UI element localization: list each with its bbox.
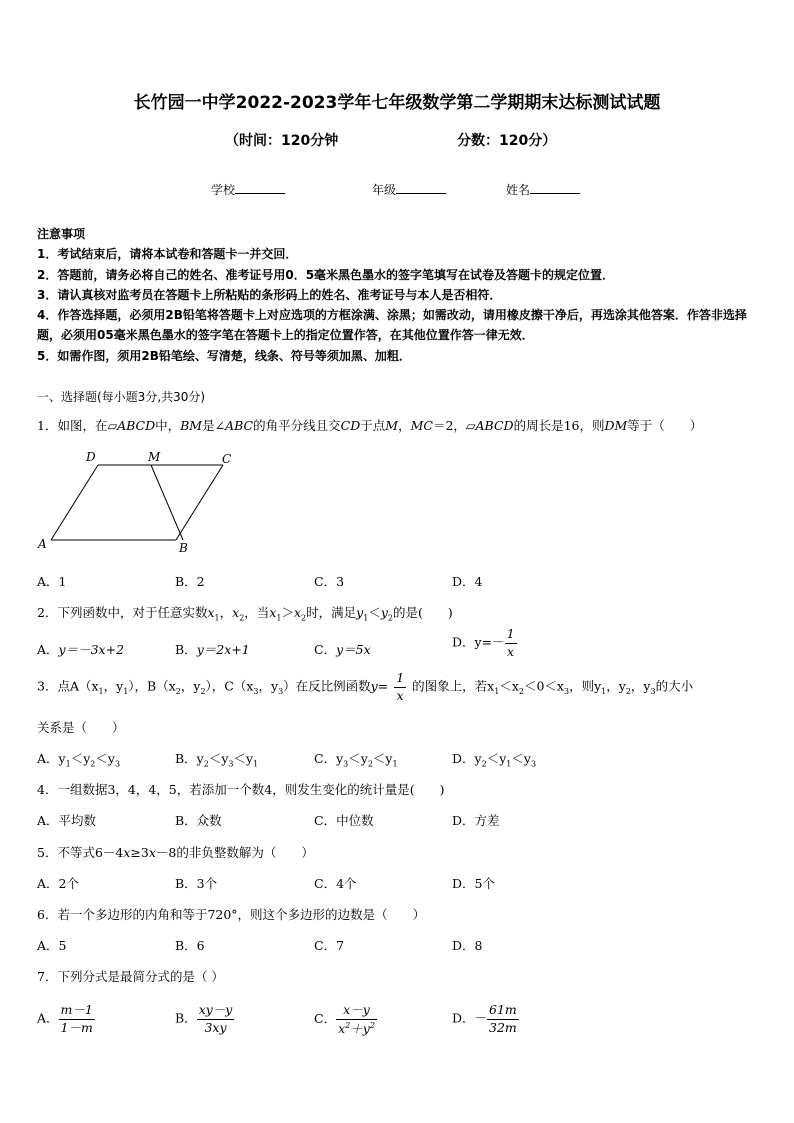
q3-text: ，y <box>103 678 124 694</box>
label-d: D <box>86 450 96 464</box>
name-label: 姓名 <box>506 183 531 197</box>
q2-option-letter: A． <box>37 642 59 657</box>
q3-text: ），B（x <box>128 678 176 694</box>
q3-sub: 1 <box>65 759 71 769</box>
q5-var: x <box>148 845 156 860</box>
q2-option-d[interactable] <box>452 628 517 658</box>
section-heading: 一、选择题(每小题3分,共30分) <box>37 390 206 404</box>
q7-option-letter: B． <box>175 1010 197 1026</box>
q3-sub: 1 <box>601 687 607 696</box>
label-m: M <box>148 450 161 464</box>
page-title: 长竹园一中学2022-2023学年七年级数学第二学期期末达标测试试题 <box>133 93 661 113</box>
q3-sub: 2 <box>175 687 181 696</box>
q3-text: ，y <box>180 678 201 694</box>
q2-var: y <box>356 605 364 620</box>
q3-sub: 1 <box>506 759 512 769</box>
q3-sub: 2 <box>481 759 487 769</box>
q2-option-a[interactable] <box>37 640 124 658</box>
q3-sub: 1 <box>123 687 129 696</box>
q4-option-a[interactable]: A．平均数 <box>37 813 97 828</box>
fraction <box>59 1004 95 1034</box>
question-3-stem <box>37 672 693 702</box>
q1-option-a[interactable]: A．1 <box>37 574 67 589</box>
question-7-stem: 7．下列分式是最简分式的是（ ） <box>37 969 224 984</box>
denominator: 3xy <box>197 1019 235 1035</box>
numerator: x－y <box>343 1002 370 1017</box>
fraction <box>197 1004 235 1034</box>
q6-option-d[interactable]: D．8 <box>452 938 483 953</box>
q3-opt-text: D．y <box>452 751 482 766</box>
q3-text: ）在反比例函数 <box>283 678 371 694</box>
q3-text: 3．点A（x <box>37 678 99 694</box>
q1-text: ， <box>398 418 411 433</box>
q2-var: x <box>293 605 302 620</box>
denominator: x <box>394 687 406 703</box>
name-blank <box>530 182 580 194</box>
q1-text: 中， <box>155 418 181 433</box>
q1-var: ABCD <box>475 418 514 433</box>
q3-text: ，y <box>630 678 651 694</box>
edge-bm <box>151 465 183 540</box>
q1-option-c[interactable]: C．3 <box>314 574 345 589</box>
q7-option-letter: C． <box>314 1011 337 1027</box>
q2-sub: 1 <box>214 613 220 623</box>
q3-opt-text: ＜ <box>95 751 108 766</box>
q3-text: ，y <box>258 678 279 694</box>
q2-text: 的是( ) <box>392 605 453 620</box>
q2-option-c[interactable] <box>314 640 371 658</box>
q1-var: M <box>385 418 399 433</box>
numerator: 1 <box>506 626 515 641</box>
q3-sub: 2 <box>90 759 96 769</box>
q2-sub: 2 <box>239 613 245 623</box>
q3-opt-text: ＜ <box>208 751 222 766</box>
name-field <box>506 181 580 198</box>
q2-var: x <box>269 605 277 620</box>
q4-option-b[interactable]: B．众数 <box>175 813 222 828</box>
q3-sub: 3 <box>228 759 234 769</box>
grade-blank <box>396 182 446 194</box>
q7-option-letter: D．－ <box>452 1010 488 1026</box>
q3-text: ＜0＜x <box>523 678 564 694</box>
q3-sub: 3 <box>114 759 121 769</box>
q7-option-d[interactable] <box>452 1004 519 1034</box>
q6-option-b[interactable]: B．6 <box>175 938 205 953</box>
q1-text: 的角平分线且交 <box>253 418 341 433</box>
notes-block <box>37 224 759 366</box>
school-blank <box>235 182 285 194</box>
denominator <box>336 1019 377 1036</box>
q3-sub: 1 <box>494 687 500 696</box>
q3-sub: 3 <box>564 687 570 696</box>
q7-option-a[interactable] <box>37 1004 95 1034</box>
q3-text: ＜x <box>499 678 519 694</box>
q2-option-letter: C． <box>314 642 337 657</box>
q2-text: 2．下列函数中，对于任意实数 <box>37 605 208 620</box>
q3-sub: 1 <box>392 759 398 769</box>
q1-text: ＝2，▱ <box>432 418 476 433</box>
q3-sub: 1 <box>98 687 104 696</box>
q1-var: ABC <box>225 418 254 433</box>
q3-option-d[interactable]: D．$y_2<y_1<y_3$ <box>452 751 537 769</box>
den-var: x <box>338 1020 346 1036</box>
q5-text: ≥3 <box>130 845 149 860</box>
label-a: A <box>38 537 47 551</box>
q3-text: 的大小 <box>655 678 694 694</box>
den-var: y <box>362 1020 370 1036</box>
q3-opt-text: ＜ <box>486 751 500 766</box>
q3-text: 的图象上，若x <box>412 678 495 694</box>
note-item: 1．考试结束后，请将本试卷和答题卡一并交回． <box>37 247 298 262</box>
q5-option-b[interactable]: B．3个 <box>175 876 218 891</box>
q2-text: ＞ <box>281 605 294 620</box>
q1-var: DM <box>604 418 628 433</box>
note-item: 4．作答选择题，必须用2B铅笔将答题卡上对应选项的方框涂满、涂黑；如需改动，请用橡皮擦干净后，再选涂其他答案．作答非选择题，必须用05毫米黑色墨水的签字笔在答题卡上的指定位置作答，在其他位置作答一律无效． <box>37 308 747 343</box>
q3-opt-text: B．y <box>175 751 204 766</box>
q5-option-c[interactable]: C．4个 <box>314 876 357 891</box>
q1-var: BM <box>180 418 203 433</box>
q2-option-letter: D．y=－ <box>452 634 505 650</box>
question-4-stem: 4．一组数据3，4，4，5，若添加一个数4，则发生变化的统计量是( ) <box>37 782 445 797</box>
exam-time: （时间：120分钟 <box>225 133 339 149</box>
plus-sign: ＋ <box>350 1020 363 1036</box>
q3-text: ），C（x <box>205 678 254 694</box>
note-item: 5．如需作图，须用2B铅笔绘、写清楚，线条、符号等须加黑、加粗． <box>37 348 411 363</box>
q2-option-expr: y＝2x+1 <box>196 642 250 657</box>
numerator: xy－y <box>198 1002 233 1017</box>
q3-opt-text: A．y <box>37 751 66 766</box>
q3-opt-text: ＜ <box>233 751 247 766</box>
edge-cb <box>176 465 223 540</box>
fraction <box>394 672 406 702</box>
q1-option-d[interactable]: D．4 <box>452 574 483 589</box>
q3-sub: 3 <box>343 759 349 769</box>
q5-option-d[interactable]: D．5个 <box>452 876 495 891</box>
q2-sub: 2 <box>387 613 393 623</box>
q3-opt-text: ＜ <box>511 751 524 766</box>
exponent: 2 <box>369 1020 375 1030</box>
q4-option-c[interactable]: C．中位数 <box>314 813 374 828</box>
q5-option-a[interactable]: A．2个 <box>37 876 79 891</box>
question-3-stem-line2: 关系是（ ） <box>37 720 125 735</box>
q3-sub: 3 <box>530 759 537 769</box>
q3-sub: 3 <box>253 687 259 696</box>
exam-score: 分数：120分） <box>457 133 557 149</box>
grade-label: 年级 <box>372 183 397 197</box>
q2-option-letter: B． <box>175 642 197 657</box>
q3-option-c[interactable]: C．$y_3<y_2<y_1$ <box>314 751 398 769</box>
q4-option-d[interactable]: D．方差 <box>452 813 500 828</box>
q3-sub: 2 <box>518 687 524 696</box>
exponent: 2 <box>345 1020 351 1030</box>
q2-text: ，当 <box>244 605 270 620</box>
q3-sub: 3 <box>278 687 284 696</box>
q2-var: x <box>207 605 215 620</box>
denominator: 1－m <box>60 1019 93 1035</box>
q3-sub: 2 <box>203 759 209 769</box>
q2-sub: 1 <box>276 613 282 623</box>
q2-text: ， <box>219 605 233 620</box>
q6-option-c[interactable]: C．7 <box>314 938 345 953</box>
q5-text: －8的非负整数解为（ ） <box>155 845 314 860</box>
numerator: m－1 <box>60 1002 93 1017</box>
q3-text: ，则y <box>569 678 602 694</box>
q1-var: MC <box>410 418 433 433</box>
parallelogram-figure <box>36 446 246 558</box>
q2-option-expr: y＝5x <box>336 642 371 657</box>
q3-opt-text: ＜ <box>348 751 361 766</box>
note-item: 3．请认真核对监考员在答题卡上所粘贴的条形码上的姓名、准考证号与本人是否相符． <box>37 287 502 302</box>
q5-var: x <box>123 845 131 860</box>
q2-text: ＜ <box>368 605 381 620</box>
q3-sub: 2 <box>367 759 373 769</box>
q3-option-b[interactable]: B．$y_2<y_3<y_1$ <box>175 751 259 769</box>
question-5-stem <box>37 843 314 861</box>
q3-opt-text: ＜ <box>372 751 386 766</box>
q2-sub: 2 <box>301 613 307 623</box>
q1-var: CD <box>340 418 361 433</box>
notes-heading: 注意事项 <box>37 227 86 241</box>
q2-var: x <box>232 605 240 620</box>
fraction <box>505 628 517 658</box>
label-c: C <box>222 452 232 466</box>
q1-text: 于点 <box>360 418 386 433</box>
q5-text: 5．不等式6－4 <box>37 845 124 860</box>
denominator: 32m <box>489 1019 517 1035</box>
q2-option-b[interactable] <box>175 640 250 658</box>
numerator: 1 <box>396 670 405 685</box>
question-1-stem <box>37 416 702 434</box>
question-2-stem <box>37 603 453 623</box>
q3-sub: 2 <box>625 687 631 696</box>
q3-option-a[interactable]: A．$y_1<y_2<y_3$ <box>37 751 121 769</box>
q3-opt-text: C．y <box>314 751 344 766</box>
fraction <box>336 1004 377 1035</box>
q3-sub: 1 <box>253 759 259 769</box>
q3-opt-text: ＜ <box>70 751 84 766</box>
q2-sub: 1 <box>363 613 369 623</box>
q2-option-expr: y＝－3x+2 <box>58 642 125 657</box>
question-6-stem: 6．若一个多边形的内角和等于720°，则这个多边形的边数是（ ） <box>37 907 426 922</box>
q1-option-b[interactable]: B．2 <box>175 574 205 589</box>
q2-text: 时，满足 <box>306 605 357 620</box>
q1-text: 的周长是16，则 <box>513 418 605 433</box>
q3-text: ，y <box>606 678 626 694</box>
q1-var: ABCD <box>117 418 156 433</box>
q3-var: y= <box>370 678 389 694</box>
school-field <box>211 181 285 198</box>
q2-var: y <box>380 605 388 620</box>
fraction <box>487 1004 519 1034</box>
q3-sub: 2 <box>200 687 206 696</box>
label-b: B <box>179 541 188 555</box>
q1-text: 等于（ ） <box>627 418 703 433</box>
q3-sub: 3 <box>650 687 656 696</box>
numerator: 61m <box>489 1002 517 1017</box>
note-item: 2．答题前，请务必将自己的姓名、准考证号用0．5毫米黑色墨水的签字笔填写在试卷及答题卡的规定位置． <box>37 267 615 282</box>
grade-field <box>372 181 446 198</box>
edge-ad <box>51 465 98 540</box>
school-label: 学校 <box>211 183 236 197</box>
q1-text: 1．如图，在▱ <box>37 418 118 433</box>
q1-text: 是∠ <box>202 418 226 433</box>
q6-option-a[interactable]: A．5 <box>37 938 67 953</box>
q7-option-b[interactable] <box>175 1004 234 1034</box>
q7-option-letter: A． <box>37 1010 59 1026</box>
q7-option-c[interactable] <box>314 1004 377 1035</box>
denominator: x <box>505 643 517 659</box>
